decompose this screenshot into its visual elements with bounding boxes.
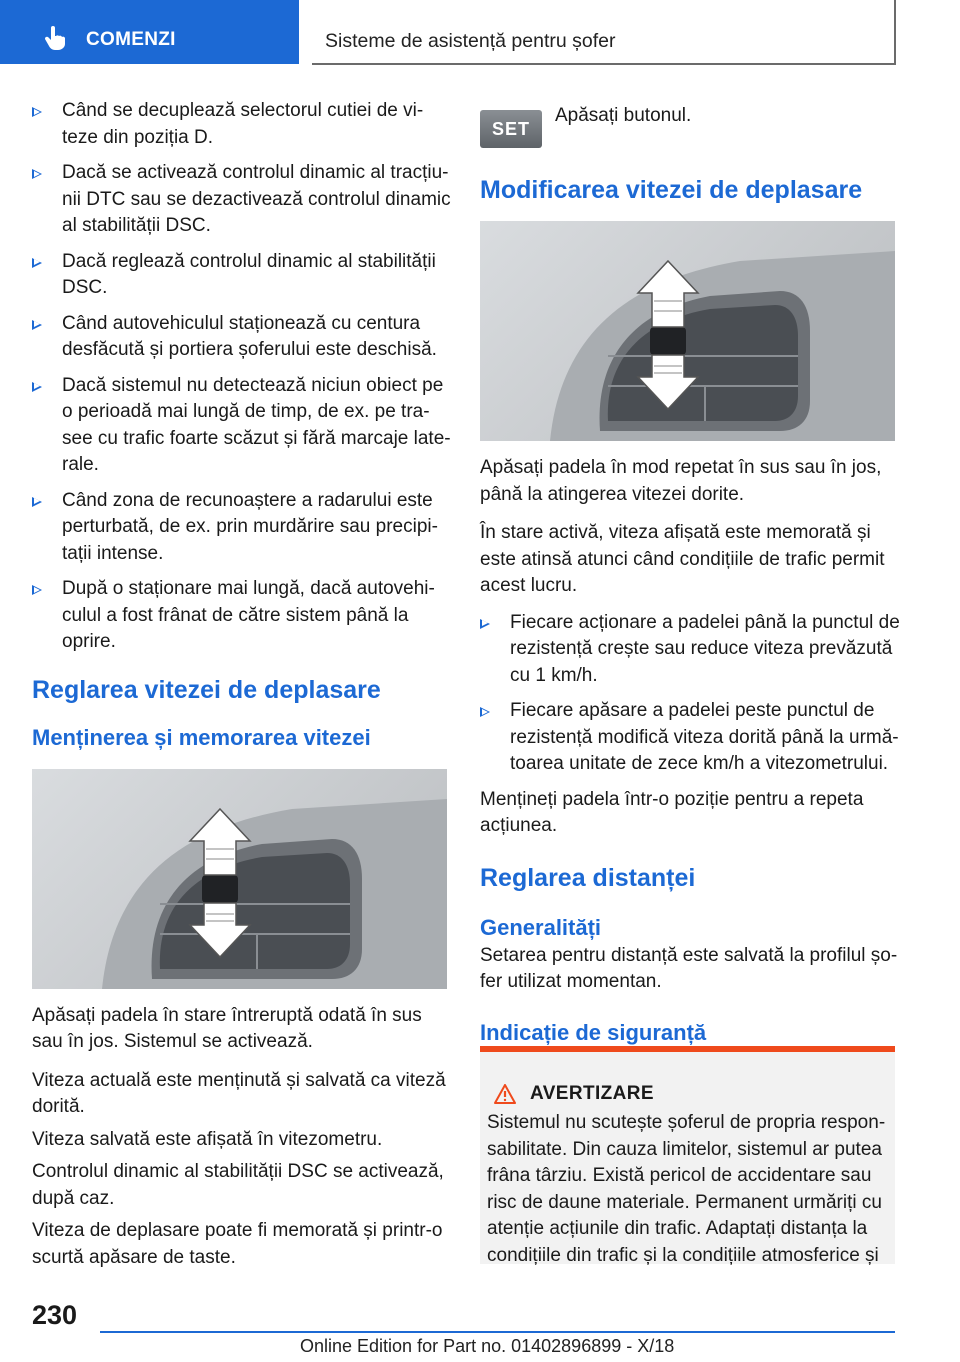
warning-header — [494, 1080, 654, 1108]
list-item: După o staționare mai lungă, dacă autovehi-culul a fost frânat de către sistem până la oprire. — [32, 576, 452, 656]
warning-title: AVERTIZARE — [530, 1083, 654, 1104]
hand-pointer-icon — [44, 26, 66, 50]
list-item: Dacă se activează controlul dinamic al tracțiu-nii DTC sau se dezactivează controlul dinamic al stabilității DSC. — [32, 160, 452, 240]
triangle-bullet-icon — [32, 320, 42, 330]
triangle-bullet-icon — [32, 382, 42, 392]
paragraph: Viteza salvată este afișată în vitezometru. — [32, 1128, 383, 1150]
steering-controls-illustration — [32, 769, 447, 989]
right-column — [480, 176, 900, 1046]
heading-maintain-speed: Menținerea și memorarea vitezei — [32, 724, 371, 750]
chapter-tab[interactable] — [0, 0, 299, 64]
triangle-bullet-icon — [480, 619, 490, 629]
triangle-bullet-icon — [32, 169, 42, 179]
heading-distance: Reglarea distanței — [480, 863, 696, 892]
steering-wheel-photo — [480, 221, 895, 441]
triangle-bullet-icon — [32, 107, 42, 117]
section-title-box — [312, 0, 896, 65]
paragraph: Setarea pentru distanță este salvată la profilul șo-fer utilizat momentan. — [480, 944, 898, 992]
triangle-bullet-icon — [32, 497, 42, 507]
warning-text: Sistemul nu scutește șoferul de propria respon-sabilitate. Din cauza limitelor, sistemul ar putea frâna târziu. Există pericol de accidentare sau risc de daune materiale. Permanent urmăriți cu atenție acțiunile din trafic. Adaptați distanța la condițiile din trafic și la condițiile atmosferice și — [487, 1112, 886, 1266]
heading-general: Generalități — [480, 914, 602, 940]
heading-speed-adjust: Reglarea vitezei de deplasare — [32, 675, 381, 704]
list-item: Dacă reglează controlul dinamic al stabilității DSC. — [32, 249, 452, 302]
triangle-bullet-icon — [32, 258, 42, 268]
triangle-bullet-icon — [480, 707, 490, 717]
heading-change-speed: Modificarea vitezei de deplasare — [480, 176, 863, 204]
condition-list — [32, 98, 452, 656]
paragraph: Viteza actuală este menținută și salvată ca viteză dorită. — [32, 1069, 446, 1117]
paragraph: Apăsați padela în stare întreruptă odată în sus sau în jos. Sistemul se activează. — [32, 1004, 422, 1052]
steering-wheel-photo — [32, 769, 447, 989]
heading-safety: Indicație de siguranță — [480, 1019, 707, 1045]
paragraph: Controlul dinamic al stabilității DSC se activează, după caz. — [32, 1161, 444, 1209]
page-header — [0, 0, 960, 66]
page-number: 230 — [32, 1300, 78, 1330]
footer-edition: Online Edition for Part no. 01402896899 - X/18 — [300, 1336, 675, 1356]
steering-controls-illustration — [480, 221, 895, 441]
set-instruction: Apăsați butonul. — [555, 105, 692, 126]
list-item: Când se decuplează selectorul cutiei de vi-teze din poziția D. — [32, 98, 452, 151]
chapter-tab-label: COMENZI — [86, 29, 176, 50]
paragraph: Viteza de deplasare poate fi memorată și printr-o scurtă apăsare de taste. — [32, 1220, 443, 1268]
triangle-bullet-icon — [32, 585, 42, 595]
paragraph: Apăsați padela în mod repetat în sus sau în jos, până la atingerea vitezei dorite. — [480, 457, 882, 505]
list-item: Când autovehiculul staționează cu centura desfăcută și portiera șoferului este deschisă. — [32, 311, 452, 364]
paragraph: Mențineți padela într-o poziție pentru a repeta acțiunea. — [480, 788, 864, 836]
list-item: Dacă sistemul nu detectează niciun obiect pe o perioadă mai lungă de timp, de ex. pe tra-see cu trafic foarte scăzut și fără marcaje late-rale. — [32, 373, 452, 479]
left-column — [32, 98, 452, 1271]
list-item: Fiecare apăsare a padelei peste punctul de rezistență modifică viteza dorită până la urmă-toarea unitate de zece km/h a vitezometrului. — [480, 698, 900, 778]
set-button-icon: SET — [480, 110, 542, 148]
warning-triangle-icon — [494, 1084, 516, 1104]
section-title: Sisteme de asistență pentru șofer — [325, 30, 616, 52]
list-item: Fiecare acționare a padelei până la punctul de rezistență crește sau reduce viteza prevăzută cu 1 km/h. — [480, 610, 900, 690]
footer-divider — [100, 1331, 895, 1333]
warning-box — [480, 1046, 895, 1264]
list-item: Când zona de recunoaștere a radarului este perturbată, de ex. prin murdărire sau precipi-tații intense. — [32, 488, 452, 568]
paragraph: În stare activă, viteza afișată este memorată și este atinsă atunci când condițiile de trafic permit acest lucru. — [480, 522, 885, 596]
adjust-list — [480, 610, 900, 778]
